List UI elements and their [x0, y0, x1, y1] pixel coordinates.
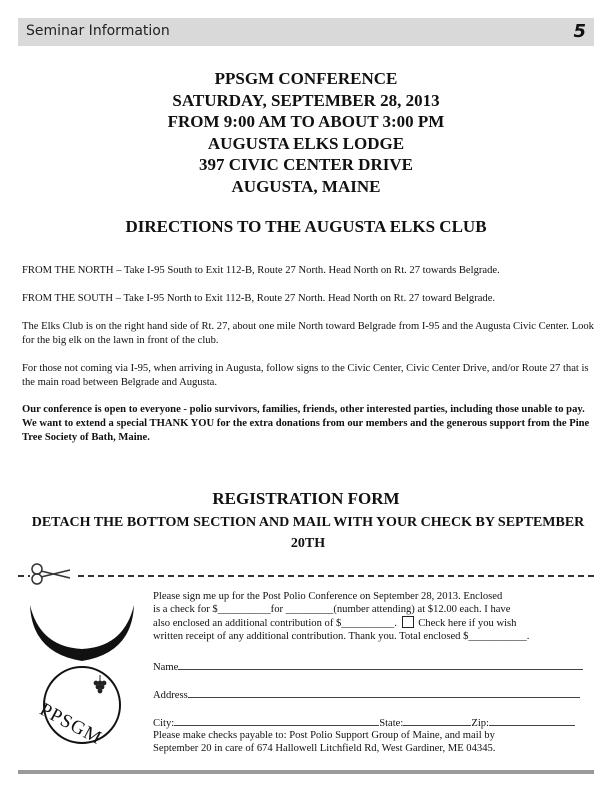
conference-open-note: Our conference is open to everyone - polio survivors, families, friends, other interested parties, including those unable to pay. We want to extend a special THANK YOU for the extra donations from our members and the generous support from the Pine Tree Society of Bath, Maine. — [22, 404, 590, 443]
ppsgm-logo-icon — [26, 595, 138, 750]
conference-line: 397 CIVIC CENTER DRIVE — [199, 155, 413, 174]
section-title: Seminar Information — [26, 23, 170, 39]
form-line-3 — [153, 616, 598, 630]
form-line-1: Please sign me up for the Post Polio Conference on September 28, 2013. Enclosed — [153, 591, 503, 602]
city-field[interactable] — [174, 716, 379, 726]
payable-line-1: Please make checks payable to: Post Polio Support Group of Maine, and mail by — [153, 730, 495, 741]
directions-from-north: FROM THE NORTH – Take I-95 South to Exit 112-B, Route 27 North. Head North on Rt. 27 towards Belgrade. — [22, 265, 500, 276]
zip-label: Zip: — [471, 718, 489, 729]
directions-title: DIRECTIONS TO THE AUGUSTA ELKS CLUB — [125, 217, 487, 236]
page-number: 5 — [573, 21, 586, 42]
receipt-checkbox[interactable] — [402, 616, 414, 628]
zip-field[interactable] — [489, 716, 575, 726]
logo-text: PPSGM — [36, 699, 106, 750]
contribution-text: also enclosed an additional contribution of $__________. — [153, 618, 397, 629]
city-label: City: — [153, 718, 175, 729]
directions-from-south: FROM THE SOUTH – Take I-95 North to Exit 112-B, Route 27 North. Head North on Rt. 27 toward Belgrade. — [22, 293, 496, 304]
registration-subtitle: DETACH THE BOTTOM SECTION AND MAIL WITH YOUR CHECK BY SEPTEMBER 20TH — [31, 515, 585, 551]
form-line-4: written receipt of any additional contribution. Thank you. Total enclosed $___________. — [153, 631, 530, 642]
conference-line: SATURDAY, SEPTEMBER 28, 2013 — [172, 90, 440, 110]
conference-info — [0, 68, 612, 197]
directions-location-note: The Elks Club is on the right hand side of Rt. 27, about one mile North toward Belgrade from I-95 and the Augusta Civic Center. Look for the big elk on the lawn in front of the club. — [22, 321, 594, 346]
state-field[interactable] — [403, 716, 471, 726]
address-row — [153, 688, 580, 701]
city-state-zip-row — [153, 716, 575, 729]
cut-line — [18, 575, 594, 577]
conference-line: FROM 9:00 AM TO ABOUT 3:00 PM — [167, 112, 445, 131]
address-label: Address — [153, 690, 188, 701]
section-header-bar — [18, 18, 594, 46]
conference-line: AUGUSTA, MAINE — [231, 176, 381, 196]
form-intro — [153, 590, 598, 643]
registration-title: REGISTRATION FORM — [212, 489, 400, 508]
state-label: State: — [379, 718, 404, 729]
payable-info — [153, 729, 598, 755]
name-row — [153, 660, 583, 673]
conference-line: AUGUSTA ELKS LODGE — [207, 133, 405, 153]
payable-line-2: September 20 in care of 674 Hallowell Litchfield Rd, West Gardiner, ME 04345. — [153, 743, 496, 754]
bottom-rule — [18, 770, 594, 774]
address-field[interactable] — [188, 688, 580, 698]
receipt-checkbox-label: Check here if you wish — [418, 618, 517, 629]
conference-line: PPSGM CONFERENCE — [214, 69, 398, 88]
name-field[interactable] — [178, 660, 583, 670]
scissors-icon — [30, 563, 74, 585]
directions-non-i95-note: For those not coming via I-95, when arriving in Augusta, follow signs to the Civic Center, Civic Center Drive, and/or Route 27 that is the main road between Belgrade and Augusta. — [22, 363, 589, 388]
form-line-2: is a check for $__________for _________(number attending) at $12.00 each. I have — [153, 604, 511, 615]
name-label: Name — [153, 662, 179, 673]
